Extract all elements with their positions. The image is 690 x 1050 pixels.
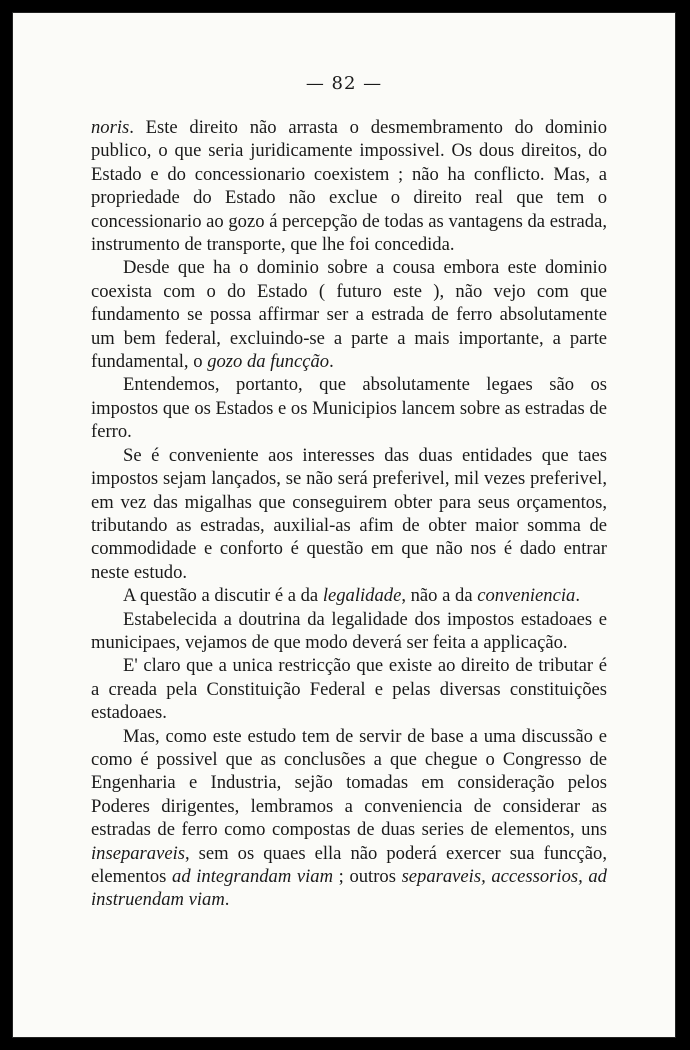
paragraph <box>91 654 607 724</box>
italic-text: noris <box>91 117 130 138</box>
text-segment: . <box>575 585 580 607</box>
text-segment: Mas, como este estudo tem de servir de base a uma discussão e como é possivel que as conclusões a que chegue o Congresso de Engenharia e Industria, sejão tomadas em consideração pelos Poderes dirigentes, lembramos a conveniencia de considerar as estradas de ferro como compostas de duas series de elementos, uns <box>91 725 607 841</box>
text-segment: Entendemos, portanto, que absolutamente legaes são os impostos que os Estados e os Municipios lancem sobre as estradas de ferro. <box>91 374 607 443</box>
text-segment: ; outros <box>333 866 402 887</box>
paragraph <box>91 725 607 912</box>
paragraph <box>91 584 607 607</box>
italic-text: separaveis, accessorios, ad instruendam viam <box>91 866 607 911</box>
body-text <box>91 116 607 912</box>
paragraph <box>91 444 607 584</box>
paragraph <box>91 373 607 443</box>
text-segment: , sem os quaes ella não poderá exercer sua funcção, elementos <box>91 842 607 887</box>
paragraph <box>91 116 607 256</box>
text-segment: . Este direito não arrasta o desmembramento do dominio publico, o que seria juridicamente impossivel. Os dous direitos, do Estado e do concessionario coexistem ; não ha conflicto. Mas, a propriedade do Estado não exclue o direito real que tem o concessionario ao gozo á percepção de todas as vantagens da estrada, instrumento de transporte, que lhe foi concedida. <box>91 117 607 256</box>
italic-text: conveniencia <box>477 585 576 607</box>
italic-text: gozo da funcção <box>207 351 330 373</box>
book-page <box>12 12 676 1038</box>
text-segment: A questão a discutir é a da <box>123 585 323 607</box>
text-segment: Se é conveniente aos interesses das duas entidades que taes impostos sejam lançados, se não será preferivel, mil vezes preferivel, em vez das migalhas que conseguirem obter para seus orçamentos, tributando as estradas, auxilial-as afim de obter maior somma de commodidade e conforto é questão em que não nos é dado entrar neste estudo. <box>91 444 607 583</box>
text-segment: Estabelecida a doutrina da legalidade dos impostos estadoaes e municipaes, vejamos de que modo deverá ser feita a applicação. <box>91 608 607 653</box>
text-segment: . <box>224 889 230 911</box>
italic-text: legalidade <box>322 585 402 607</box>
page-number: — 82 — <box>305 73 383 94</box>
italic-text: inseparaveis <box>91 842 185 864</box>
paragraph <box>91 608 607 655</box>
text-segment: E' claro que a unica restricção que existe ao direito de tributar é a creada pela Constituição Federal e pelas diversas constituições estadoaes. <box>91 655 607 724</box>
text-segment: Desde que ha o dominio sobre a cousa embora este dominio coexista com o do Estado ( futuro este ), não vejo com que fundamento se possa affirmar ser a estrada de ferro absolutamente um bem federal, excluindo-se a parte a mais importante, a parte fundamental, o <box>91 257 607 373</box>
text-segment: , não a da <box>401 585 478 607</box>
italic-text: ad integrandam viam <box>172 866 334 887</box>
paragraph <box>91 256 607 373</box>
text-segment: . <box>329 351 334 373</box>
